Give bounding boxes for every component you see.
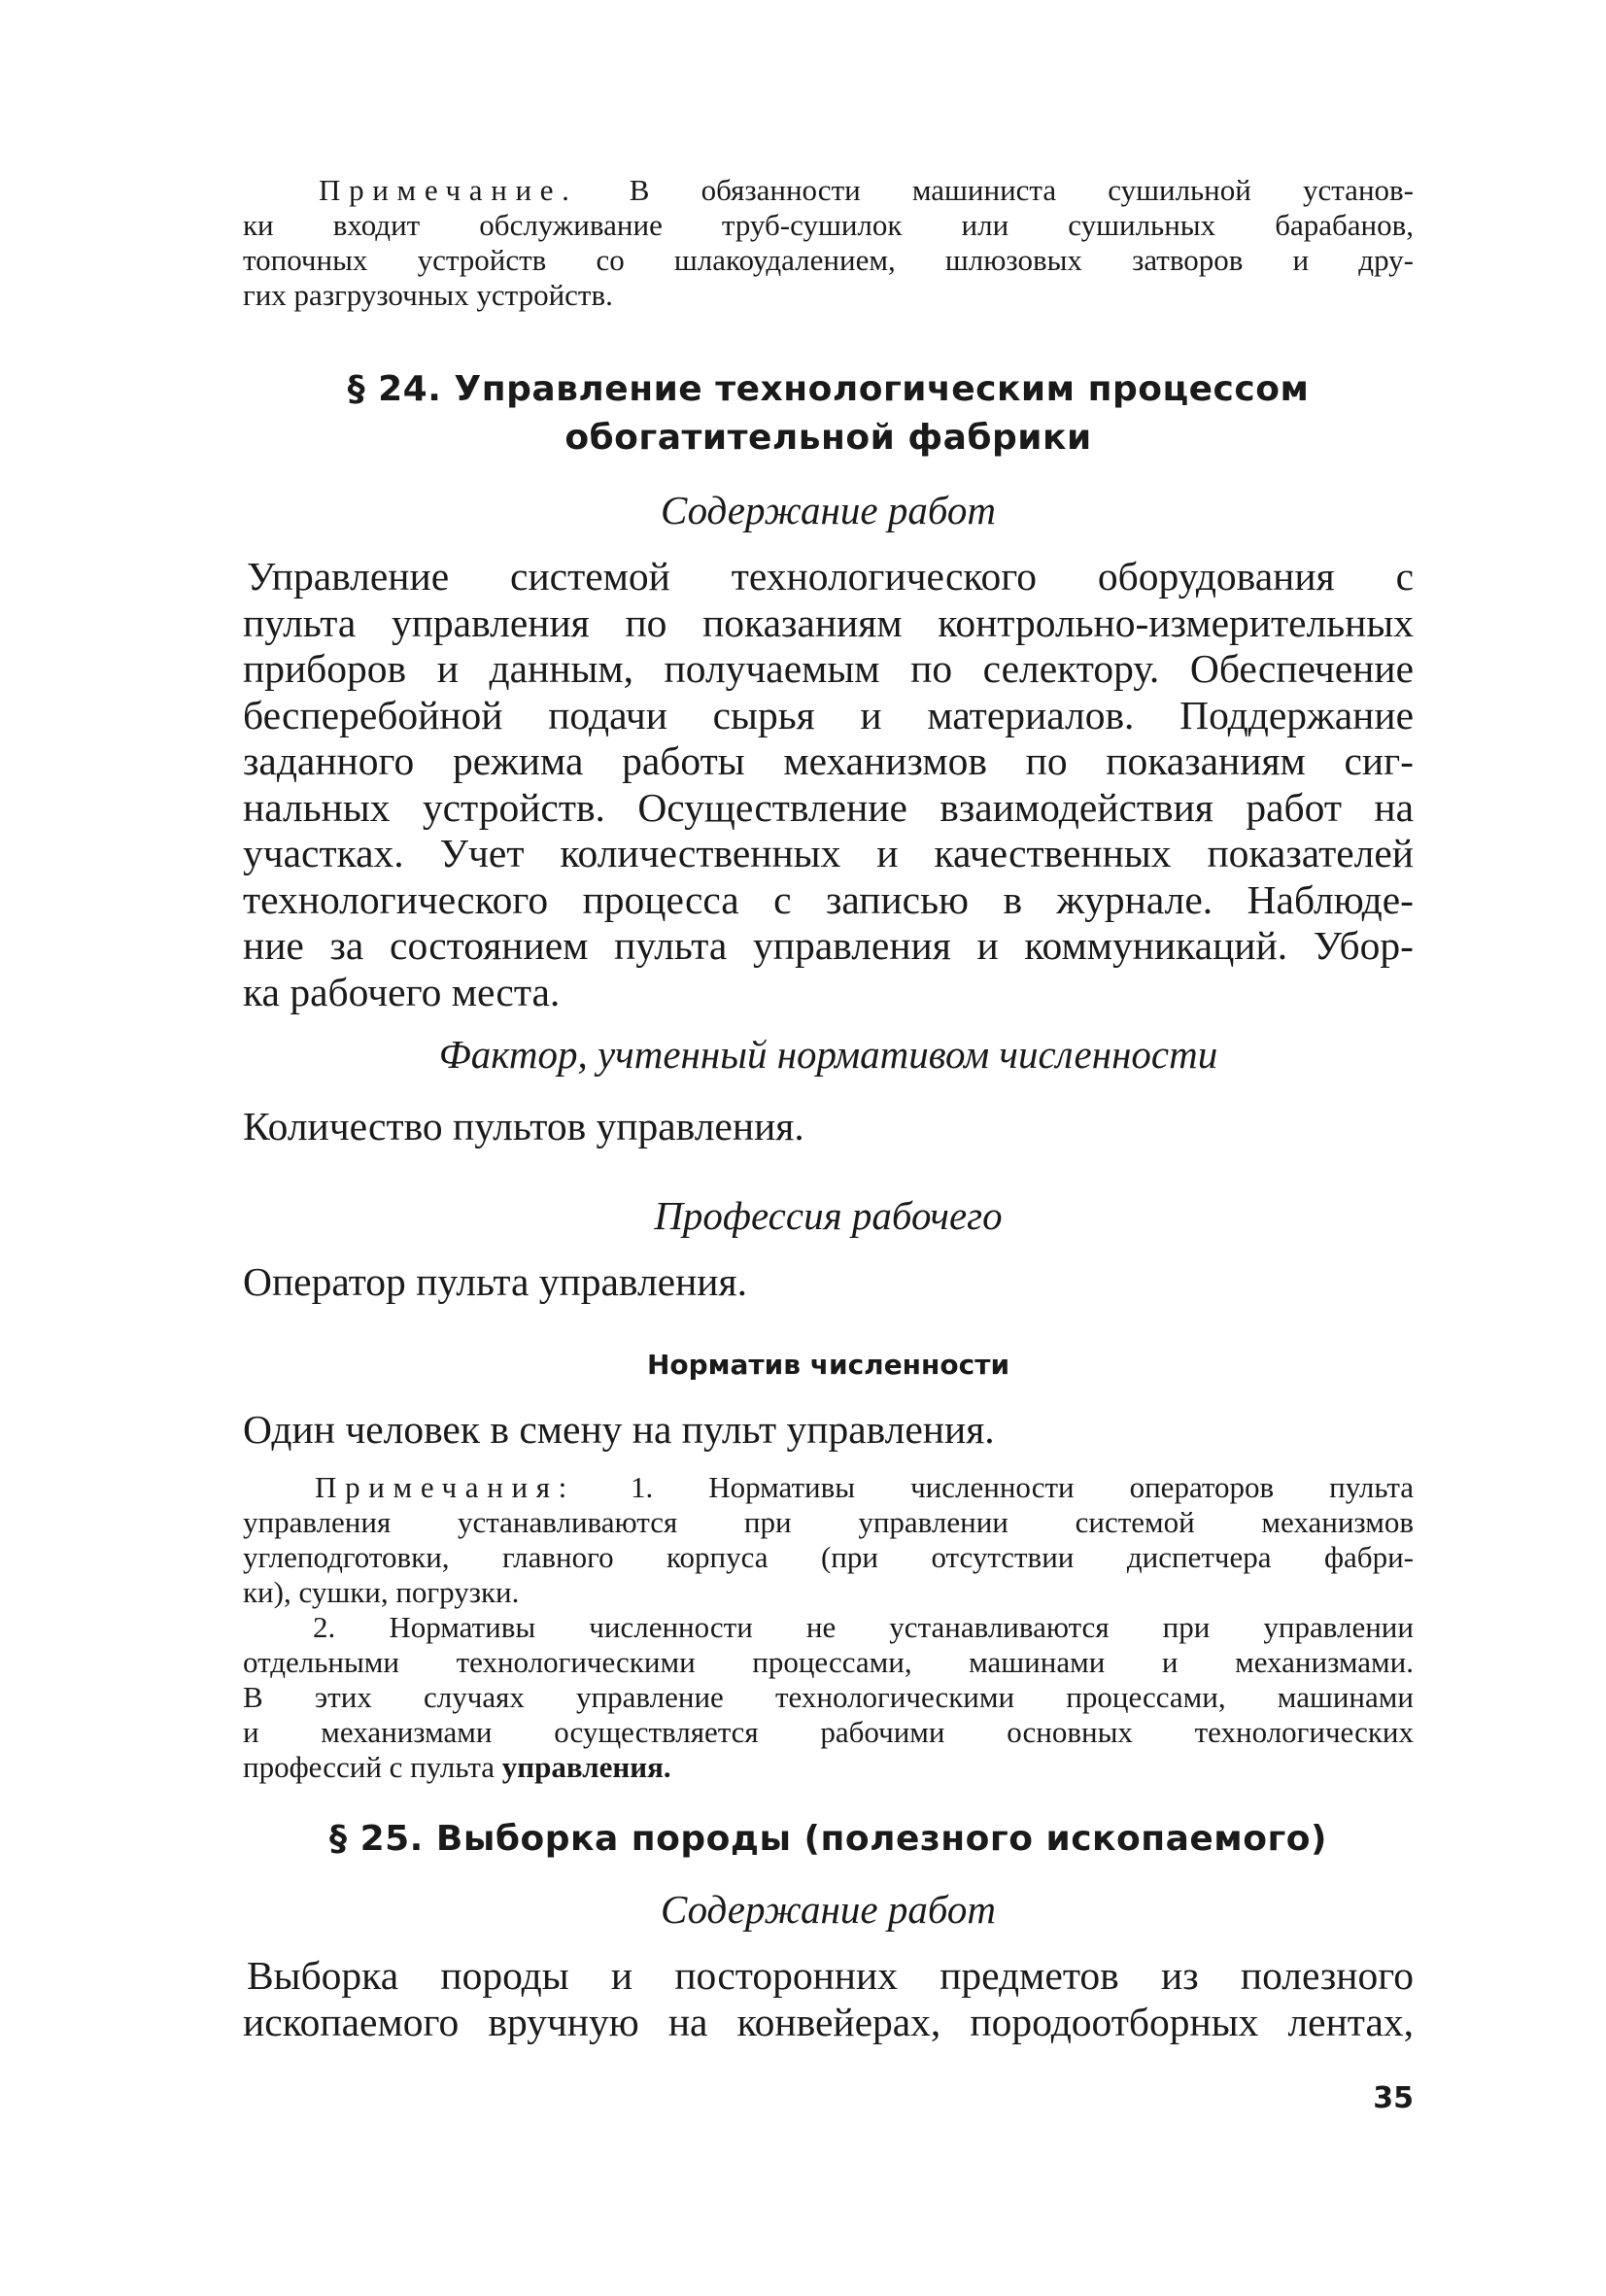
paragraph-line: ископаемого вручную на конвейерах, породоотборных лентах, [243,1999,1414,2044]
paragraph-line: ка рабочего места. [243,969,561,1014]
section-25-content-heading: Содержание работ [660,1887,997,1932]
paragraph-line: пульта управления по показаниям контрольно-измерительных [243,600,1414,645]
paragraph-line: приборов и данным, получаемым по селектору. Обеспечение [243,646,1414,691]
paragraph-line: Управление системой технологического оборудования с [247,554,1414,599]
notes-label: Примечания: [315,1470,575,1504]
factor-text: Количество пультов управления. [243,1104,804,1148]
paragraph-line: Выборка породы и посторонних предметов из полезного [247,1953,1414,1998]
norm-text: Один человек в смену на пульт управления. [243,1407,995,1452]
profession-text: Оператор пульта управления. [243,1259,747,1304]
note-paragraph [243,173,1414,313]
notes-line: ки), сушки, погрузки. [243,1575,520,1609]
paragraph-line: технологического процесса с записью в журнале. Наблюде- [243,876,1414,922]
notes-line: В этих случаях управление технологическими процессами, машинами [243,1680,1414,1714]
note-line: гих разгрузочных устройств. [243,278,613,312]
section-24-content-heading: Содержание работ [660,488,997,532]
factor-heading: Фактор, учтенный нормативом численности [438,1032,1218,1077]
section-25-content-paragraph [243,1953,1414,2045]
notes-line: 2. Нормативы численности не устанавливаются при управлении [313,1610,1414,1644]
norm-heading: Норматив численности [646,1349,1010,1381]
notes-line: профессий с пульта управления. [243,1750,671,1784]
paragraph-line: ние за состоянием пульта управления и коммуникаций. Убор- [243,923,1414,968]
profession-heading: Профессия рабочего [654,1193,1003,1238]
paragraph-line: участках. Учет количественных и качественных показателей [243,831,1414,875]
section-24-content-paragraph [243,554,1414,1015]
paragraph-line: нальных устройств. Осуществление взаимодействия работ на [243,784,1414,830]
notes-line: и механизмами осуществляется рабочими основных технологических [243,1715,1414,1749]
notes-line: углеподготовки, главного корпуса (при отсутствии диспетчера фабри- [243,1540,1414,1574]
section-25-title: § 25. Выборка породы (полезного ископаемого) [329,1819,1327,1859]
note-line: Примечание. В обязанности машиниста сушильной установ- [319,173,1414,207]
note-label: Примечание. [319,173,578,207]
notes-paragraph [243,1470,1414,1785]
notes-line: отдельными технологическими процессами, машинами и механизмами. [243,1645,1414,1679]
paragraph-line: заданного режима работы механизмов по показаниям сиг- [243,738,1414,783]
page-number: 35 [1373,2081,1414,2115]
note-line: топочных устройств со шлакоудалением, шлюзовых затворов и дру- [243,243,1414,277]
notes-line: Примечания: 1. Нормативы численности операторов пульта [315,1470,1414,1504]
note-line: ки входит обслуживание труб-сушилок или сушильных барабанов, [243,208,1414,242]
notes-line: управления устанавливаются при управлении системой механизмов [243,1505,1414,1539]
paragraph-line: бесперебойной подачи сырья и материалов. Поддержание [243,692,1414,737]
section-24-title: § 24. Управление технологическим процессом обогатительной фабрики [347,369,1310,458]
